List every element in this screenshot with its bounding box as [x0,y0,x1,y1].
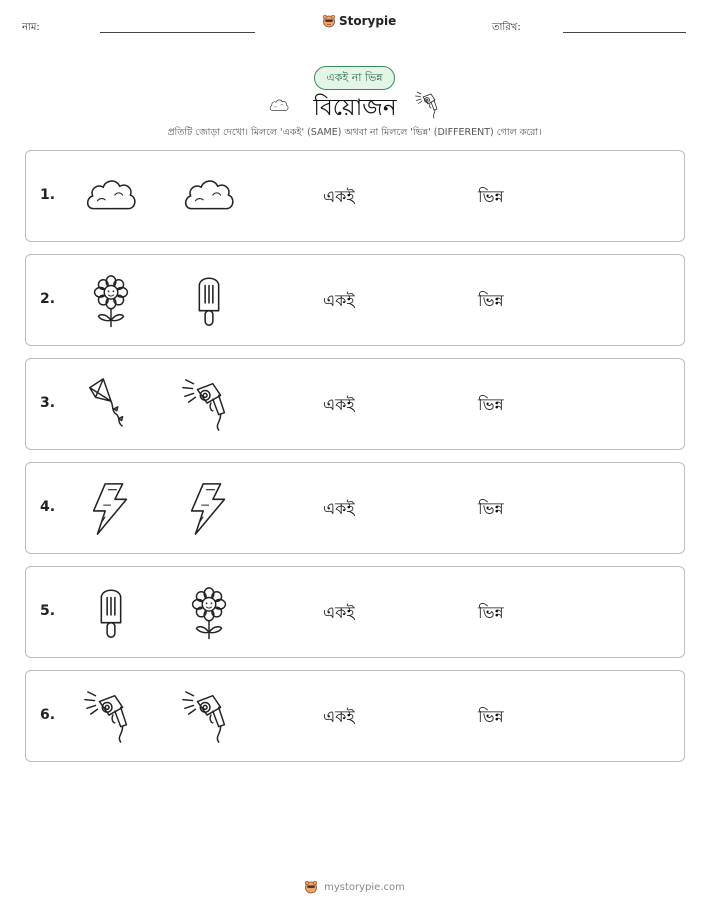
date-field-line[interactable] [563,32,686,33]
brand-name: Storypie [339,14,397,28]
name-field-line[interactable] [100,32,255,33]
same-option[interactable]: একই [323,187,355,206]
question-number: 3. [40,395,56,411]
topic-badge: একই না ভিন্ন [314,66,395,90]
hose-nozzle-icon [180,376,238,434]
question-number: 2. [40,291,56,307]
same-option[interactable]: একই [323,603,355,622]
question-row-5 [25,566,685,658]
cloud-icon [265,95,293,117]
popsicle-icon [82,584,140,642]
same-option[interactable]: একই [323,291,355,310]
footer-url[interactable]: mystorypie.com [324,881,405,893]
question-number: 4. [40,499,56,515]
flower-icon [180,584,238,642]
different-option[interactable]: ভিন্ন [478,395,504,414]
question-row-2 [25,254,685,346]
different-option[interactable]: ভিন্ন [478,499,504,518]
different-option[interactable]: ভিন্ন [478,187,504,206]
cloud-icon [82,168,140,226]
same-option[interactable]: একই [323,499,355,518]
same-option[interactable]: একই [323,395,355,414]
instructions: প্রতিটি জোড়া দেখো। মিললে 'একই' (SAME) অথবা না মিললে 'ভিন্ন' (DIFFERENT) গোল করো। [167,127,542,138]
lightning-icon [180,480,238,538]
header [0,14,709,38]
different-option[interactable]: ভিন্ন [478,291,504,310]
question-number: 5. [40,603,56,619]
storypie-mascot-icon [322,14,336,28]
kite-icon [82,376,140,434]
different-option[interactable]: ভিন্ন [478,707,504,726]
name-label: নাম: [22,22,40,33]
flower-icon [82,272,140,330]
brand-logo [322,14,396,28]
same-option[interactable]: একই [323,707,355,726]
different-option[interactable]: ভিন্ন [478,603,504,622]
page-title: বিয়োজন [313,95,397,121]
storypie-mascot-icon [304,880,318,894]
question-row-4 [25,462,685,554]
cloud-icon [180,168,238,226]
hose-nozzle-icon [82,688,140,746]
hose-nozzle-icon [180,688,238,746]
footer [0,880,709,894]
popsicle-icon [180,272,238,330]
date-label: তারিখ: [492,22,521,33]
question-row-1 [25,150,685,242]
question-number: 6. [40,707,56,723]
question-number: 1. [40,187,56,203]
question-row-3 [25,358,685,450]
hose-nozzle-icon [414,90,444,120]
question-row-6 [25,670,685,762]
lightning-icon [82,480,140,538]
